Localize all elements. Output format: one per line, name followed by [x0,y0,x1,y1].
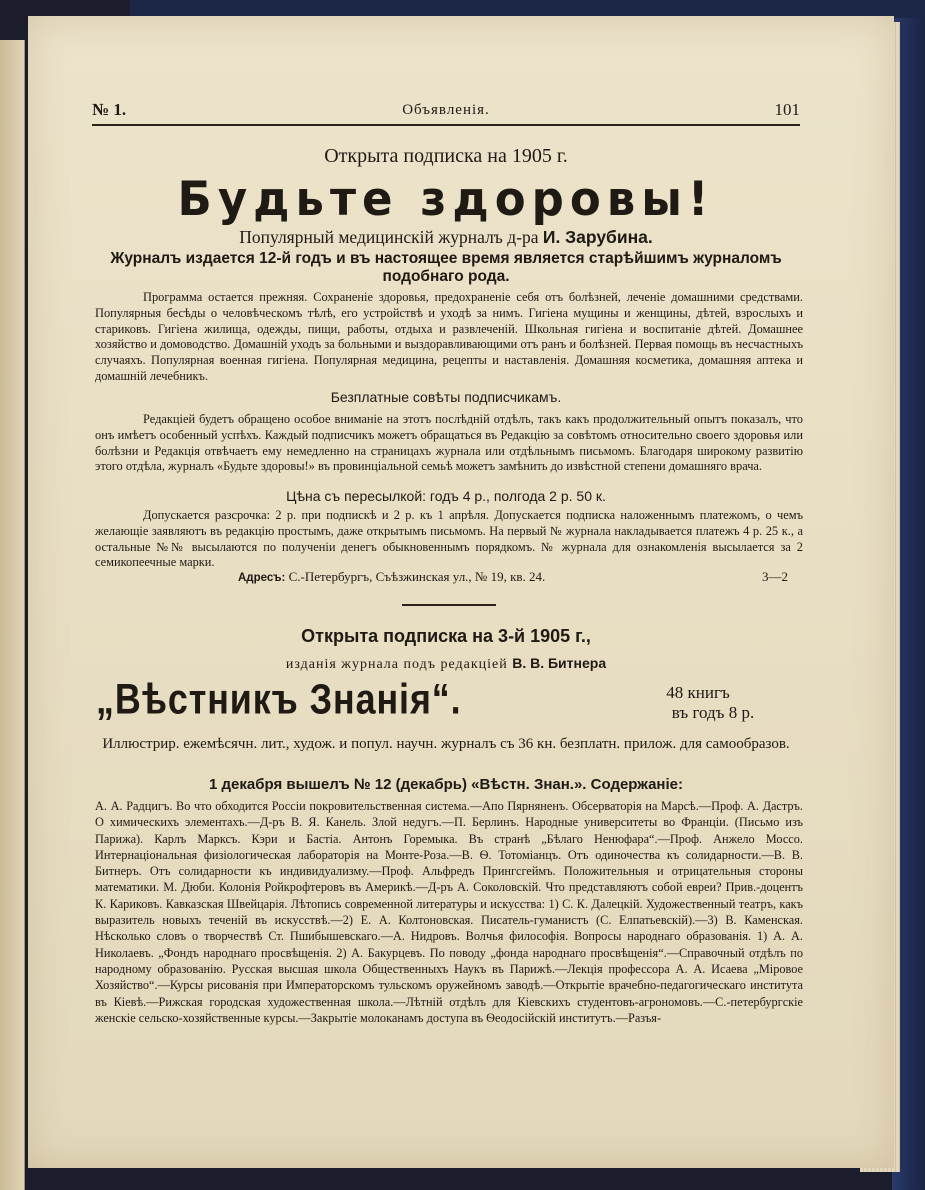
ad1-price: Цѣна съ пересылкой: годъ 4 р., полгода 2 р. 50 к. [286,488,606,504]
ad2-title: „Вѣстникъ Знанія“. [96,676,462,724]
ad2-contents-text: А. А. Радцигъ. Во что обходится Россіи покровительственная система.—Апо Пярняненъ. Обсерваторія на Марсѣ.—Проф. А. Дастръ. О химическихъ элементахъ.—Д-ръ В. Я. Канель. Злой недугъ.—П. Берлинъ. Народные университеты во Франціи. (Письмо изъ Парижа). Карлъ Марксъ. Кэри и Бастіа. Антонъ Горемыка. Въ странѣ „Бѣлаго Ненюфара“.—Проф. Анжело Моссо. Интернаціональная физіологическая лабораторія на Монте-Роза.—В. Ѳ. Тотоміанцъ. Отъ одиночества къ солидарности.—В. В. Битнеръ. Отъ солидарности къ индивидуализму.—Проф. Альфредъ Прингсгеймъ. Положительныя и отрицательныя стороны математики. М. Дюби. Колонія Ройкрофтеровъ въ Америкѣ.—Д-ръ А. Соколовскій. Что представляютъ собой евреи? Прив.-доцентъ К. Кариковъ. Кавказская Швейцарія. Лѣтопись современной литературы и искусства: 1) С. К. Далецкій. Художественный театръ, какъ выразитель новыхъ теченій въ искусствѣ.—2) Е. А. Колтоновская. Писатель-гуманистъ (С. Елпатьевскій).—3) В. Каменская. Нѣсколько словъ о творчествѣ Ст. Пшибышевскаго.—А. Нидровъ. Волчья философія. Вопросы народнаго образованія. 1) А. А. Николаевъ. „Фондъ народнаго просвѣщенія. 2) А. Бакурцевъ. По поводу „фонда народнаго просвѣщенія“.—Справочный отдѣлъ по народному образованію. Русская высшая школа Общественныхъ Наукъ въ Парижѣ.—Лекція профессора А. А. Исаева „Міровое Хозяйство“.—Курсы рисованія при Императорскомъ тульскомъ оружейномъ заводѣ.—Открытіе врачебно-педагогическаго института въ Кіевѣ.—Рижская городская художественная школа.—Лѣтній отдѣлъ для Кіевскихъ студентовъ-агрономовъ.—С.-петербургскіе женскіе сельско-хозяйственные курсы.—Закрытіе молоканамъ доступа въ Ѳеодосійскій институтъ.—Разъя- [95,799,803,1025]
ad1-free-advice-text: Редакціей будетъ обращено особое вниманіе на этотъ послѣдній отдѣлъ, такъ какъ продолжительный опытъ показалъ, что онъ имѣетъ особенный успѣхъ. Каждый подписчикъ можетъ обращаться въ Редакцію за совѣтомъ относительно своего здоровья или болѣзни и Редакція отвѣчаетъ ему немедленно на страницахъ журнала или отдѣльнымъ письмомъ. Благодаря широкому развитію этого отдѣла, журналъ «Будьте здоровы!» въ провинціальной семьѣ можетъ замѣнить до извѣстной степени домашняго врача. [95,412,803,474]
ad2-subscription: Открыта подписка на 3-й 1905 г., [301,626,591,646]
ad1-subscription: Открыта подписка на 1905 г. [324,145,568,167]
ad1-free-advice [95,412,803,475]
ad2-editor-name: В. В. Битнера [512,655,607,671]
ad2-annual-price: въ годъ 8 р. [671,703,755,722]
ad2-publisher [92,655,800,673]
ad2-issue-line: 1 декабря вышелъ № 12 (декабрь) «Вѣстн. Знан.». Содержаніе: [209,776,683,793]
ad1-program-text: Программа остается прежняя. Сохраненіе здоровья, предохраненіе себя отъ болѣзней, леченіе домашними средствами. Популярныя бесѣды о человѣческомъ тѣлѣ, его устройствѣ и уходѣ за нимъ. Гигіена мущины и женщины, дѣтей, взрослыхъ и стариковъ. Гигіена жилища, одежды, пищи, работы, отдыха и развлеченій. Школьная гигіена и воспитаніе дѣтей. Домашнее хозяйство и домоводство. Домашній уходъ за больными и выздоравливающими отъ ранъ и болѣзней. Первая помощь въ несчастныхъ случаяхъ. Популярная военная гигіена. Популярная медицина, рецепты и наставленія. Домашняя косметика, домашняя аптека и домашній лечебникъ. [95,290,803,383]
ad1-title: Будьте здоровы! [177,170,715,227]
section-divider [402,604,496,606]
ad1-claim: Журналъ издается 12-й годъ и въ настоящее время является старѣйшимъ журналомъ подобнаго рода. [110,250,782,285]
ad1-free-advice-heading: Безплатные совѣты подписчикамъ. [330,389,562,405]
ad1-subtitle [92,227,800,248]
ad1-subtitle-prefix: Популярный медицинскій журналъ д-ра [239,227,539,247]
ad1-terms [95,508,803,571]
page-header [92,98,800,126]
ad1-program [95,290,803,385]
issue-number: № 1. [92,100,127,119]
page-number: 101 [774,100,800,119]
ad2-publisher-prefix: изданія журнала подъ редакціей [285,657,508,672]
previous-page-edge [0,40,25,1190]
ad1-editor-name: И. Зарубина. [542,227,653,247]
section-title: Объявленія. [402,102,490,118]
ad1-terms-text: Допускается разсрочка: 2 р. при подпискѣ и 2 р. къ 1 апрѣля. Допускается подписка наложеннымъ платежомъ, о чемъ желающіе заявляютъ въ редакцію простымъ, даже открытымъ письмомъ. На первый № журнала накладывается платежъ 4 р. 25 к., а остальные №№ высылаются по полученіи денегъ обыкновеннымъ порядкомъ. № журнала для ознакомленія высылается за 2 семикопеечные марки. [95,508,803,570]
ad1-address-text: С.-Петербургъ, Съѣзжинская ул., № 19, кв. 24. [288,569,546,584]
ad2-books-count: 48 книгъ [666,683,730,702]
ad1-reference: 3—2 [762,569,788,584]
ad2-contents [95,798,803,1026]
ad1-address [238,569,545,585]
ad2-description: Иллюстрир. ежемѣсячн. лит., худож. и попул. научн. журналъ съ 36 кн. безплатн. прилож. для самообразов. [102,736,790,752]
ad1-address-label: Адресъ: [238,572,286,584]
